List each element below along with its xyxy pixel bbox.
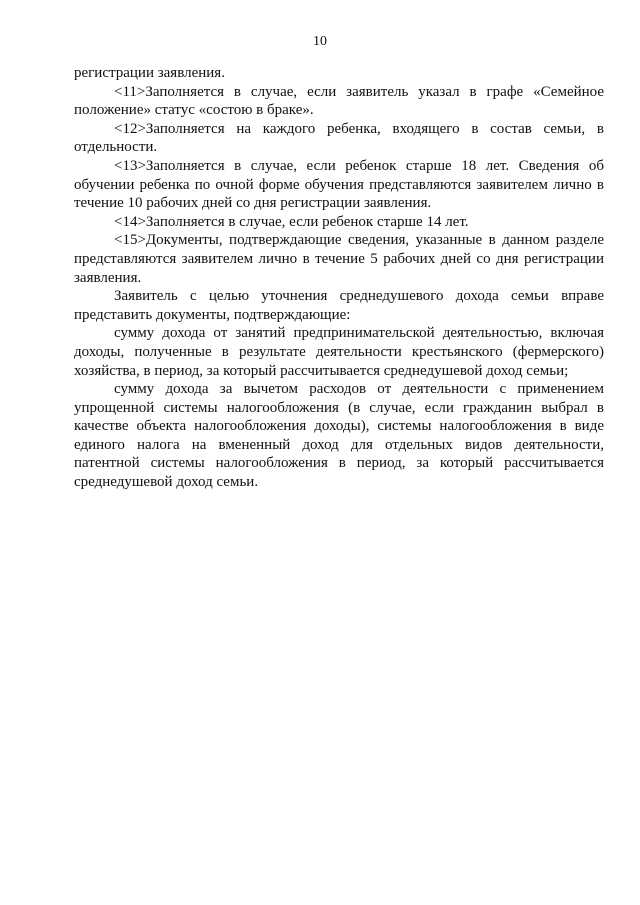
simplified-tax-income-item: сумму дохода за вычетом расходов от деятельности с применением упрощенной системы налогообложения (в случае, если гражданин выбрал в качестве объекта налогообложения доходы), системы налогообложения в виде единого налога на вмененный доход для отдельных видов деятельности, патентной системы налогообложения в период, за который рассчитывается среднедушевой доход семьи. bbox=[74, 381, 604, 491]
footnote-15: <15>Документы, подтверждающие сведения, указанные в данном разделе представляются заявителем лично в течение 5 рабочих дней со дня регистрации заявления. bbox=[74, 232, 604, 286]
business-income-item: сумму дохода от занятий предпринимательской деятельностью, включая доходы, полученные в результате деятельности крестьянского (фермерского) хозяйства, в период, за который рассчитывается среднедушевой доход семьи; bbox=[74, 325, 604, 379]
applicant-documents-intro: Заявитель с целью уточнения среднедушевого дохода семьи вправе представить документы, подтверждающие: bbox=[74, 288, 604, 323]
footnote-14: <14>Заполняется в случае, если ребенок старше 14 лет. bbox=[114, 213, 469, 230]
footnote-13: <13>Заполняется в случае, если ребенок старше 18 лет. Сведения об обучении ребенка по очной форме обучения представляются заявителем лично в течение 10 рабочих дней со дня регистрации заявления. bbox=[74, 157, 604, 212]
paragraph-continuation: регистрации заявления. bbox=[74, 65, 225, 81]
footnote-11: <11>Заполняется в случае, если заявитель указал в графе «Семейное положение» статус «состою в браке». bbox=[74, 83, 604, 119]
page-number: 10 bbox=[313, 34, 327, 49]
footnote-12: <12>Заполняется на каждого ребенка, входящего в состав семьи, в отдельности. bbox=[74, 120, 604, 156]
document-body bbox=[74, 64, 604, 492]
